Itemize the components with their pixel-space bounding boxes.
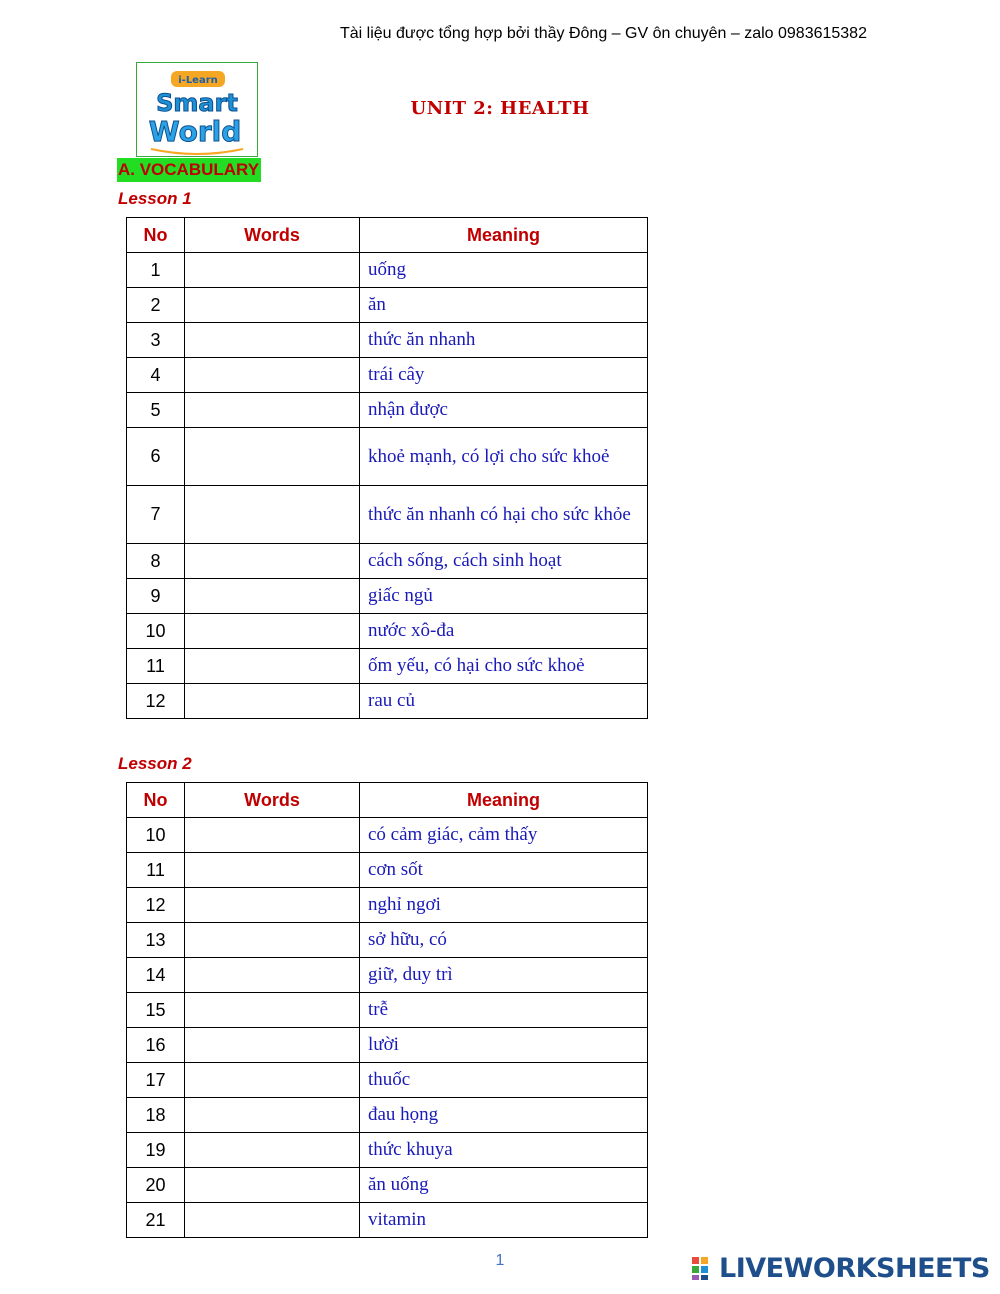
table-row [127, 323, 648, 358]
row-number: 21 [127, 1203, 185, 1238]
meaning-cell: lười [360, 1028, 648, 1063]
header-note: Tài liệu được tổng hợp bởi thầy Đông – GV ôn chuyên – zalo 0983615382 [340, 25, 867, 42]
meaning-cell: cách sống, cách sinh hoạt [360, 544, 648, 579]
meaning-cell: thức ăn nhanh [360, 323, 648, 358]
meaning-cell: ăn uống [360, 1168, 648, 1203]
row-number: 7 [127, 486, 185, 544]
table-row [127, 428, 648, 486]
row-number: 13 [127, 923, 185, 958]
row-number: 11 [127, 649, 185, 684]
section-heading-vocabulary: A. VOCABULARY [117, 158, 261, 182]
table-header-row [127, 218, 648, 253]
row-number: 16 [127, 1028, 185, 1063]
table-row [127, 923, 648, 958]
word-answer-cell[interactable] [185, 486, 360, 544]
svg-text:i-Learn: i-Learn [178, 75, 218, 86]
table-row [127, 1098, 648, 1133]
table-row [127, 614, 648, 649]
row-number: 14 [127, 958, 185, 993]
unit-title: UNIT 2: HEALTH [410, 98, 590, 119]
word-answer-cell[interactable] [185, 1203, 360, 1238]
column-header-meaning: Meaning [360, 783, 648, 818]
row-number: 12 [127, 888, 185, 923]
smart-world-logo-icon [137, 63, 257, 156]
word-answer-cell[interactable] [185, 818, 360, 853]
table-row [127, 1203, 648, 1238]
word-answer-cell[interactable] [185, 649, 360, 684]
meaning-cell: nước xô-đa [360, 614, 648, 649]
table-row [127, 993, 648, 1028]
word-answer-cell[interactable] [185, 1168, 360, 1203]
meaning-cell: đau họng [360, 1098, 648, 1133]
word-answer-cell[interactable] [185, 1133, 360, 1168]
meaning-cell: ăn [360, 288, 648, 323]
column-header-no: No [127, 783, 185, 818]
table-row [127, 1133, 648, 1168]
table-row [127, 818, 648, 853]
word-answer-cell[interactable] [185, 253, 360, 288]
meaning-cell: thuốc [360, 1063, 648, 1098]
table-row [127, 684, 648, 719]
lesson-2-label: Lesson 2 [118, 754, 192, 773]
word-answer-cell[interactable] [185, 1028, 360, 1063]
lesson-2-table [126, 782, 648, 1238]
table-row [127, 853, 648, 888]
meaning-cell: cơn sốt [360, 853, 648, 888]
row-number: 10 [127, 818, 185, 853]
table-row [127, 486, 648, 544]
table-row [127, 288, 648, 323]
row-number: 5 [127, 393, 185, 428]
row-number: 6 [127, 428, 185, 486]
word-answer-cell[interactable] [185, 684, 360, 719]
meaning-cell: trễ [360, 993, 648, 1028]
table-row [127, 1063, 648, 1098]
row-number: 4 [127, 358, 185, 393]
row-number: 10 [127, 614, 185, 649]
row-number: 19 [127, 1133, 185, 1168]
meaning-cell: thức khuya [360, 1133, 648, 1168]
table-row [127, 1028, 648, 1063]
meaning-cell: có cảm giác, cảm thấy [360, 818, 648, 853]
column-header-no: No [127, 218, 185, 253]
word-answer-cell[interactable] [185, 993, 360, 1028]
word-answer-cell[interactable] [185, 958, 360, 993]
table-row [127, 649, 648, 684]
meaning-cell: sở hữu, có [360, 923, 648, 958]
table-row [127, 888, 648, 923]
table-header-row [127, 783, 648, 818]
row-number: 2 [127, 288, 185, 323]
word-answer-cell[interactable] [185, 923, 360, 958]
row-number: 12 [127, 684, 185, 719]
row-number: 8 [127, 544, 185, 579]
row-number: 17 [127, 1063, 185, 1098]
table-row [127, 253, 648, 288]
liveworksheets-wordmark: LIVEWORKSHEETS [719, 1252, 990, 1284]
liveworksheets-brand[interactable] [691, 1253, 990, 1283]
word-answer-cell[interactable] [185, 1098, 360, 1133]
column-header-meaning: Meaning [360, 218, 648, 253]
lesson-1-table [126, 217, 648, 719]
meaning-cell: giấc ngủ [360, 579, 648, 614]
row-number: 18 [127, 1098, 185, 1133]
table-row [127, 358, 648, 393]
svg-text:Smart: Smart [156, 89, 238, 117]
table-row [127, 544, 648, 579]
word-answer-cell[interactable] [185, 853, 360, 888]
word-answer-cell[interactable] [185, 544, 360, 579]
meaning-cell: vitamin [360, 1203, 648, 1238]
word-answer-cell[interactable] [185, 1063, 360, 1098]
smart-world-logo [136, 62, 258, 157]
word-answer-cell[interactable] [185, 393, 360, 428]
word-answer-cell[interactable] [185, 579, 360, 614]
row-number: 9 [127, 579, 185, 614]
row-number: 20 [127, 1168, 185, 1203]
meaning-cell: trái cây [360, 358, 648, 393]
meaning-cell: thức ăn nhanh có hại cho sức khỏe [360, 486, 648, 544]
row-number: 15 [127, 993, 185, 1028]
word-answer-cell[interactable] [185, 288, 360, 323]
meaning-cell: nhận được [360, 393, 648, 428]
word-answer-cell[interactable] [185, 614, 360, 649]
page-number: 1 [495, 1252, 505, 1269]
row-number: 1 [127, 253, 185, 288]
meaning-cell: nghỉ ngơi [360, 888, 648, 923]
liveworksheets-logo-icon [691, 1255, 717, 1281]
meaning-cell: ốm yếu, có hại cho sức khoẻ [360, 649, 648, 684]
word-answer-cell[interactable] [185, 428, 360, 486]
table-row [127, 1168, 648, 1203]
meaning-cell: rau củ [360, 684, 648, 719]
lesson-1-label: Lesson 1 [118, 189, 192, 208]
meaning-cell: giữ, duy trì [360, 958, 648, 993]
word-answer-cell[interactable] [185, 323, 360, 358]
column-header-words: Words [185, 218, 360, 253]
word-answer-cell[interactable] [185, 888, 360, 923]
meaning-cell: uống [360, 253, 648, 288]
table-row [127, 393, 648, 428]
row-number: 11 [127, 853, 185, 888]
row-number: 3 [127, 323, 185, 358]
table-row [127, 579, 648, 614]
svg-text:World: World [148, 115, 242, 148]
table-row [127, 958, 648, 993]
column-header-words: Words [185, 783, 360, 818]
word-answer-cell[interactable] [185, 358, 360, 393]
meaning-cell: khoẻ mạnh, có lợi cho sức khoẻ [360, 428, 648, 486]
